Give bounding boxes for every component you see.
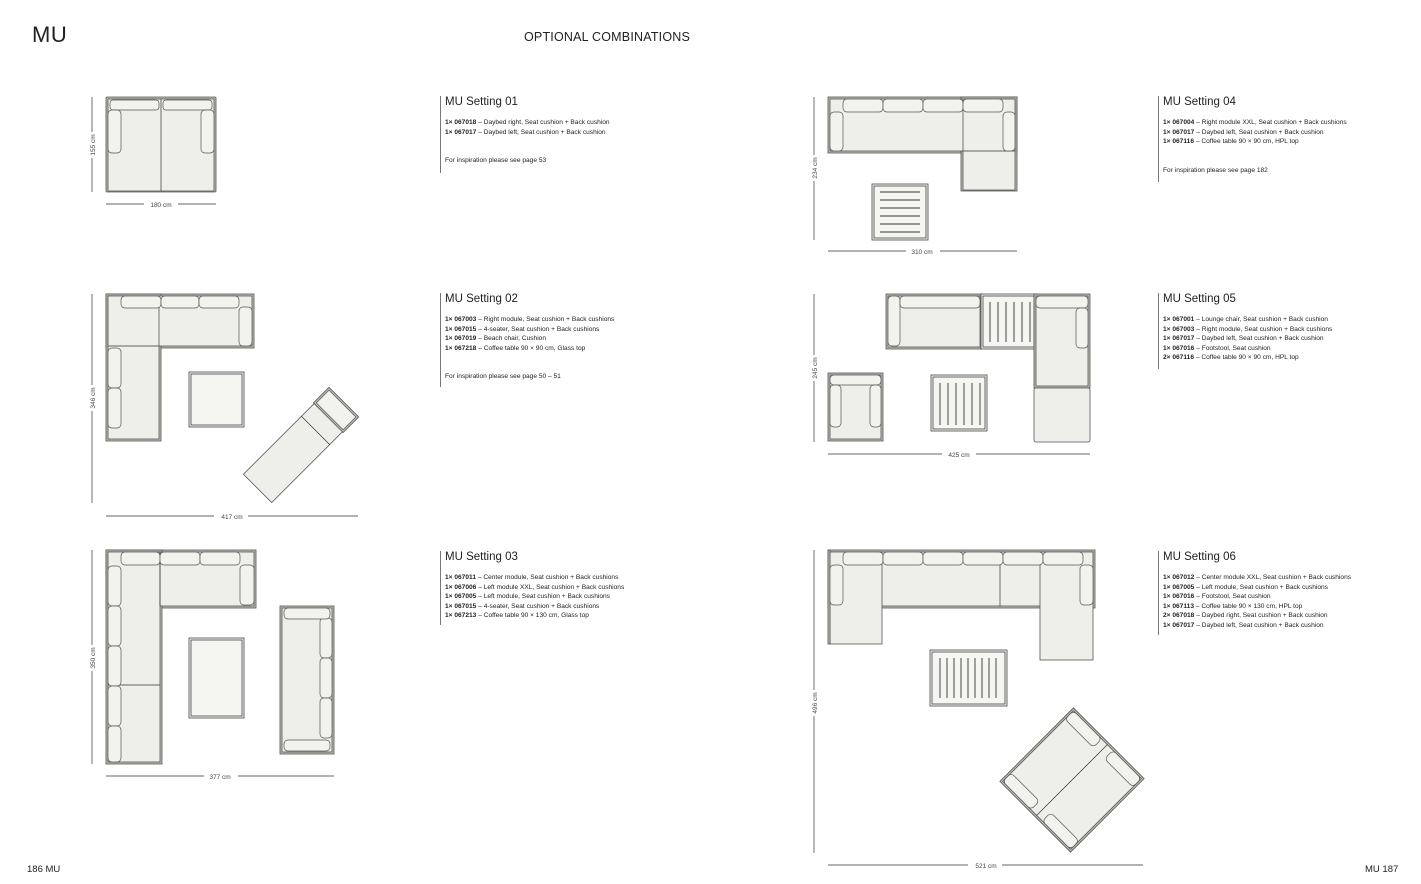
dim-w-01: 180 cm	[150, 202, 172, 209]
plan-setting-04	[828, 97, 1017, 240]
dimension-lines	[88, 97, 1143, 870]
item-line: 1× 067017 – Daybed left, Seat cushion + Back cushion	[1163, 335, 1324, 343]
item-line: 1× 067015 – 4-seater, Seat cushion + Back cushions	[445, 325, 600, 333]
item-line: 1× 067218 – Coffee table 90 × 90 cm, Glass top	[445, 344, 586, 352]
dim-h-04: 234 cm	[812, 157, 819, 179]
item-line: 1× 067018 – Daybed right, Seat cushion + Back cushion	[445, 119, 610, 126]
plan-setting-02	[106, 294, 359, 503]
item-line: 1× 067005 – Left module, Seat cushion + Back cushions	[1163, 583, 1328, 591]
setting-title: MU Setting 06	[1163, 551, 1236, 563]
item-line: 1× 067213 – Coffee table 90 × 130 cm, Glass top	[445, 612, 589, 620]
item-line: 1× 067004 – Right module XXL, Seat cushion + Back cushions	[1163, 119, 1347, 126]
item-line: 1× 067015 – 4-seater, Seat cushion + Back cushions	[445, 602, 600, 610]
dim-h-01: 155 cm	[90, 134, 97, 156]
setting-title: MU Setting 03	[445, 551, 518, 563]
setting-05-info	[1158, 293, 1403, 369]
page-number-right: MU 187	[1365, 864, 1399, 875]
item-line: 1× 067017 – Daybed left, Seat cushion + Back cushion	[1163, 128, 1324, 136]
plan-setting-06	[828, 550, 1144, 852]
setting-01-info	[440, 96, 685, 173]
item-line: 1× 067003 – Right module, Seat cushion + Back cushions	[1163, 325, 1333, 333]
inspiration-note: For inspiration please see page 53	[445, 157, 547, 165]
item-line: 1× 067005 – Left module, Seat cushion + Back cushions	[445, 593, 610, 601]
dim-w-04: 310 cm	[911, 249, 933, 256]
dim-h-05: 245 cm	[812, 357, 819, 379]
dim-w-03: 377 cm	[209, 774, 231, 781]
item-line: 1× 067116 – Coffee table 90 × 90 cm, HPL top	[1163, 138, 1299, 146]
item-line: 1× 067012 – Center module XXL, Seat cushion + Back cushions	[1163, 574, 1352, 581]
dim-h-03: 350 cm	[90, 647, 97, 669]
brand-logo: MU	[32, 22, 68, 47]
inspiration-note: For inspiration please see page 50 – 51	[445, 373, 561, 381]
setting-02-info	[440, 293, 685, 387]
item-line: 1× 067011 – Center module, Seat cushion + Back cushions	[445, 574, 619, 581]
setting-06-info	[1158, 551, 1403, 635]
setting-title: MU Setting 05	[1163, 293, 1236, 305]
plan-setting-01	[106, 97, 216, 192]
item-line: 1× 067017 – Daybed left, Seat cushion + Back cushion	[445, 128, 606, 136]
item-line: 2× 067116 – Coffee table 90 × 90 cm, HPL top	[1163, 354, 1299, 362]
setting-title: MU Setting 01	[445, 96, 518, 108]
item-line: 1× 067003 – Right module, Seat cushion + Back cushions	[445, 316, 615, 323]
item-line: 1× 067001 – Lounge chair, Seat cushion + Back cushion	[1163, 316, 1328, 323]
dim-w-06: 521 cm	[975, 863, 997, 870]
item-line: 1× 067019 – Beach chair, Cushion	[445, 335, 547, 343]
item-line: 1× 067113 – Coffee table 90 × 130 cm, HPL top	[1163, 602, 1303, 610]
dim-h-06: 496 cm	[812, 692, 819, 714]
setting-03-info	[440, 551, 685, 625]
plan-setting-03	[106, 550, 334, 764]
plan-setting-05	[828, 294, 1090, 442]
setting-04-info	[1158, 96, 1403, 182]
item-line: 1× 067016 – Footstool, Seat cushion	[1163, 593, 1271, 601]
dim-w-02: 417 cm	[221, 514, 243, 521]
page-title: OPTIONAL COMBINATIONS	[524, 30, 691, 44]
dim-w-05: 425 cm	[948, 452, 970, 459]
page-number-left: 186 MU	[27, 864, 61, 875]
item-line: 1× 067016 – Footstool, Seat cushion	[1163, 344, 1271, 352]
item-line: 1× 067017 – Daybed left, Seat cushion + Back cushion	[1163, 621, 1324, 629]
dim-h-02: 346 cm	[90, 387, 97, 409]
item-line: 2× 067018 – Daybed right, Seat cushion + Back cushion	[1163, 612, 1328, 620]
inspiration-note: For inspiration please see page 182	[1163, 166, 1268, 174]
setting-title: MU Setting 02	[445, 293, 518, 305]
setting-title: MU Setting 04	[1163, 96, 1236, 108]
item-line: 1× 067006 – Left module XXL, Seat cushion + Back cushions	[445, 583, 625, 591]
